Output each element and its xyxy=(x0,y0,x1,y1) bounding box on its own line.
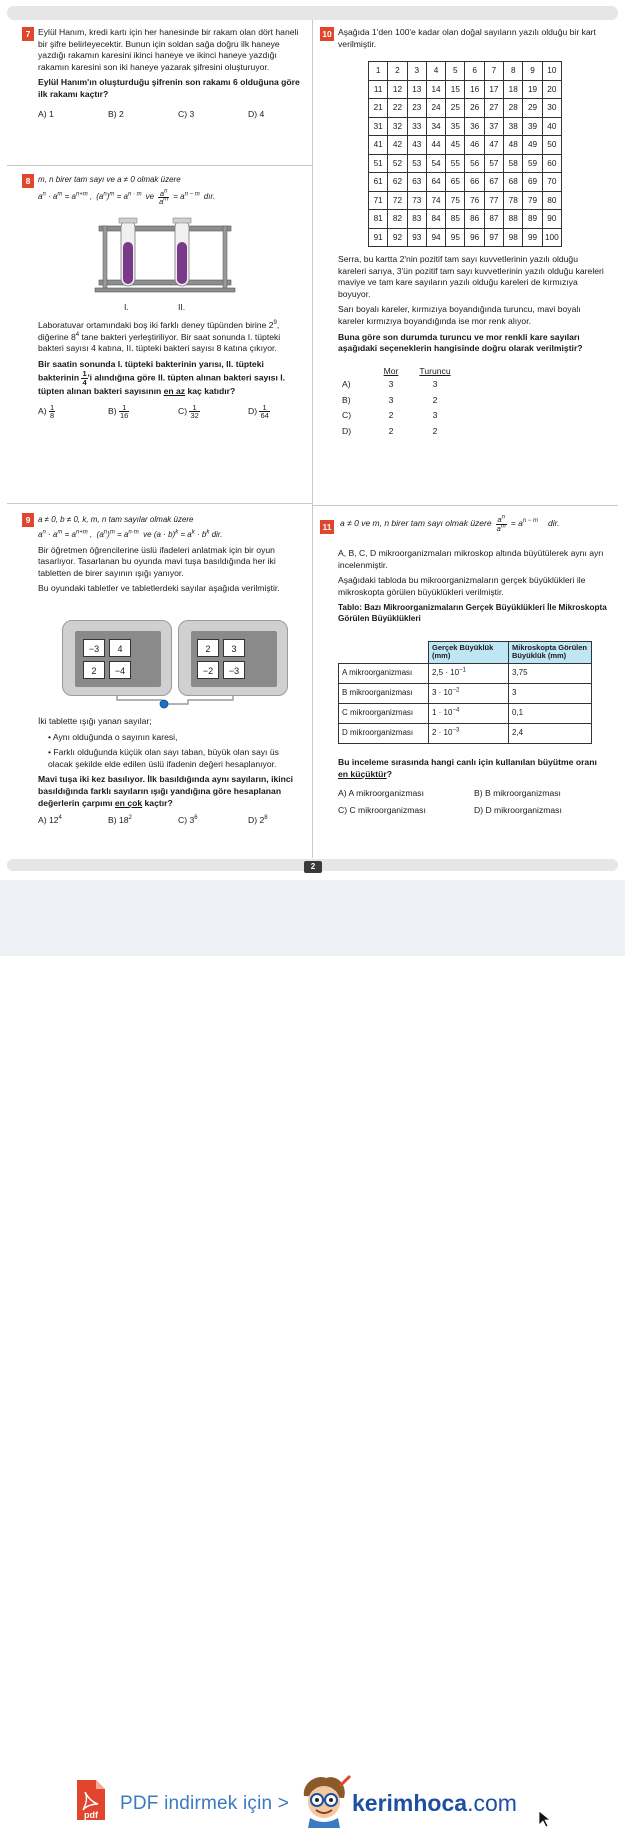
blue-button[interactable] xyxy=(160,700,168,708)
number-card-cell: 92 xyxy=(388,228,407,247)
tablet-1 xyxy=(62,620,172,696)
tube-label-1: I. xyxy=(124,302,129,312)
q8-body xyxy=(38,320,302,420)
number-card-cell: 74 xyxy=(426,191,445,210)
number-card-cell: 25 xyxy=(446,99,465,118)
number-card-cell: 96 xyxy=(465,228,484,247)
q8-options xyxy=(38,404,302,420)
number-card-row xyxy=(369,62,562,81)
number-card-cell: 24 xyxy=(426,99,445,118)
number-card-cell: 23 xyxy=(407,99,426,118)
question-9 xyxy=(38,515,302,599)
number-card-cell: 95 xyxy=(446,228,465,247)
download-text[interactable]: PDF indirmek için > xyxy=(120,1793,290,1814)
test-tube-rack-illustration xyxy=(95,218,235,310)
number-card-cell: 22 xyxy=(388,99,407,118)
tablet-1-cell: 4 xyxy=(109,639,131,657)
number-card-cell: 12 xyxy=(388,80,407,99)
column-divider xyxy=(312,20,313,858)
q11-question: Bu inceleme sırasında hangi canlı için kullanılan büyütme oranı en küçüktür? xyxy=(338,757,597,779)
number-card-cell: 27 xyxy=(484,99,503,118)
number-card-cell: 39 xyxy=(523,117,542,136)
option-c[interactable]: C) 2 3 xyxy=(342,410,438,420)
number-card-cell: 21 xyxy=(369,99,388,118)
number-card-cell: 35 xyxy=(446,117,465,136)
number-card-cell: 7 xyxy=(484,62,503,81)
number-card-cell: 94 xyxy=(426,228,445,247)
formula-quotient: $\frac{a^n}{a^m}$ xyxy=(159,188,169,207)
q11-condition: a ≠ 0 ve m, n birer tam sayı olmak üzere $\frac{a^n}{a^m}$ = $a^{n - m}$ dir. xyxy=(340,514,560,533)
number-card-cell: 99 xyxy=(523,228,542,247)
number-card-cell: 6 xyxy=(465,62,484,81)
number-card-cell: 40 xyxy=(542,117,561,136)
option-d[interactable]: D) D mikroorganizması xyxy=(474,804,562,815)
svg-text:pdf: pdf xyxy=(84,1810,98,1820)
option-c[interactable]: C) 3 xyxy=(178,108,195,119)
question-8 xyxy=(38,175,302,210)
exam-page xyxy=(0,0,625,880)
tablet-1-cell: −4 xyxy=(109,661,131,679)
number-card-cell: 59 xyxy=(523,154,542,173)
q10-options xyxy=(342,366,482,441)
number-card-cell: 90 xyxy=(542,210,561,229)
option-b[interactable]: B) 3 2 xyxy=(342,394,438,405)
tablet-2-cell: −3 xyxy=(223,661,245,679)
number-card-cell: 11 xyxy=(369,80,388,99)
number-card-cell: 82 xyxy=(388,210,407,229)
number-card-cell: 88 xyxy=(504,210,523,229)
number-card-cell: 67 xyxy=(484,173,503,192)
cursor-arrow-icon xyxy=(538,1810,552,1828)
number-card-row xyxy=(369,173,562,192)
question-number: 11 xyxy=(320,520,334,534)
number-card-cell: 32 xyxy=(388,117,407,136)
col-turuncu: Turuncu xyxy=(419,366,451,376)
number-card-cell: 48 xyxy=(504,136,523,155)
question-number: 10 xyxy=(320,27,334,41)
number-card-cell: 18 xyxy=(504,80,523,99)
option-b[interactable]: B) $18^2$ xyxy=(108,815,132,826)
option-c[interactable]: C) C mikroorganizması xyxy=(338,804,426,815)
option-a[interactable]: A) 1 xyxy=(38,108,54,119)
number-card-cell: 17 xyxy=(484,80,503,99)
number-card-cell: 9 xyxy=(523,62,542,81)
number-card-cell: 34 xyxy=(426,117,445,136)
number-card-cell: 60 xyxy=(542,154,561,173)
number-card-cell: 54 xyxy=(426,154,445,173)
number-card-cell: 57 xyxy=(484,154,503,173)
number-card-cell: 71 xyxy=(369,191,388,210)
q10-text: Aşağıda 1'den 100'e kadar olan doğal sayıların yazılı olduğu bir kart verilmiştir. xyxy=(338,27,596,49)
q8-text: Laboratuvar ortamındaki boş iki farklı deney tüpünden birine $2^9$, diğerine $8^4$ tane bakteri yerleştiriliyor. Bir saat sonunda I. tüpteki bakteri sayısı 4 katına, II. tüpteki bakteri sayısı 8 katına çıkıyor. xyxy=(38,320,281,354)
number-card-cell: 4 xyxy=(426,62,445,81)
option-d[interactable]: D) $\frac{1}{64}$ xyxy=(248,402,269,421)
q11-p2: Aşağıdaki tabloda bu mikroorganizmaların gerçek büyüklükleri ile mikroskopta görülen büyüklükleri verilmiştir. xyxy=(338,575,586,597)
tablet-2-cell: 3 xyxy=(223,639,245,657)
option-c[interactable]: C) $\frac{1}{32}$ xyxy=(178,402,199,421)
row-divider-left-1 xyxy=(7,165,312,166)
q9-bullet-2: • Farklı olduğunda küçük olan sayı taban, büyük olan sayı üs olacak şekilde elde edilen üslü ifadenin değeri hesaplanıyor. xyxy=(48,747,279,769)
number-card-cell: 62 xyxy=(388,173,407,192)
number-card-cell: 19 xyxy=(523,80,542,99)
number-card-cell: 65 xyxy=(446,173,465,192)
number-card-cell: 91 xyxy=(369,228,388,247)
number-card-cell: 86 xyxy=(465,210,484,229)
number-card-cell: 69 xyxy=(523,173,542,192)
q9-bullet-1: • Aynı olduğunda o sayının karesi, xyxy=(48,731,178,742)
number-card-cell: 80 xyxy=(542,191,561,210)
number-card-cell: 53 xyxy=(407,154,426,173)
microorganism-table xyxy=(338,641,592,744)
number-card-cell: 100 xyxy=(542,228,561,247)
formula-dir: dır. xyxy=(203,192,216,202)
option-c[interactable]: C) $3^6$ xyxy=(178,815,198,826)
number-card-cell: 44 xyxy=(426,136,445,155)
number-card-row xyxy=(369,117,562,136)
number-card-cell: 97 xyxy=(484,228,503,247)
q9-intro: İki tablette ışığı yanan sayılar; xyxy=(38,716,152,726)
number-card-row xyxy=(369,154,562,173)
col-mor: Mor xyxy=(383,366,399,376)
option-d[interactable]: D) 2 2 xyxy=(342,425,438,436)
formula-power: $(a^n)^m = a^{n \cdot m}$ xyxy=(96,191,142,202)
option-d[interactable]: D) $2^8$ xyxy=(248,815,268,826)
number-card-cell: 46 xyxy=(465,136,484,155)
number-card-row xyxy=(369,136,562,155)
number-card-cell: 47 xyxy=(484,136,503,155)
q11-body xyxy=(338,548,608,629)
number-card-row xyxy=(369,228,562,247)
number-card-cell: 49 xyxy=(523,136,542,155)
q8-question: Bir saatin sonunda I. tüpteki bakterinin yarısı, II. tüpteki bakterinin $\frac{1}{4}$ 'i alındığına göre II. tüpten alınan bakteri sayısı I. tüpten alınan bakteri sayısının en az kaç katıdır? xyxy=(38,358,285,397)
tablet-2 xyxy=(178,620,288,696)
q11-options xyxy=(338,788,608,816)
option-b[interactable]: B) $\frac{1}{16}$ xyxy=(108,402,129,421)
option-b[interactable]: B) B mikroorganizması xyxy=(474,788,561,799)
question-number: 7 xyxy=(22,27,34,41)
tablet-2-cell: −2 xyxy=(197,661,219,679)
table-row: D mikroorganizması $2 \cdot 10^{-3}$ 2,4 xyxy=(339,723,592,743)
table-row: B mikroorganizması $3 \cdot 10^{-2}$ 3 xyxy=(339,683,592,703)
download-banner[interactable] xyxy=(0,880,625,1820)
row-divider-left-2 xyxy=(7,503,312,504)
number-card-cell: 64 xyxy=(426,173,445,192)
number-card-cell: 55 xyxy=(446,154,465,173)
number-card-table xyxy=(368,61,562,247)
top-bar xyxy=(7,6,618,20)
number-card-cell: 68 xyxy=(504,173,523,192)
q9-text1: Bir öğretmen öğrencilerine üslü ifadeleri anlatmak için bir oyun tasarlıyor. Tasarlanan bu oyunda mavi tuşa basıldığında her iki tabletten de birer sayının ışığı yanıyor. xyxy=(38,544,276,578)
col-seen-size: Mikroskopta Görülen Büyüklük (mm) xyxy=(509,642,592,664)
row-divider-right xyxy=(313,505,618,506)
number-card-cell: 28 xyxy=(504,99,523,118)
number-card-cell: 1 xyxy=(369,62,388,81)
option-a[interactable]: A) $\frac{1}{8}$ xyxy=(38,402,55,421)
number-card-row xyxy=(369,80,562,99)
number-card-cell: 58 xyxy=(504,154,523,173)
number-card-cell: 75 xyxy=(446,191,465,210)
number-card-cell: 83 xyxy=(407,210,426,229)
number-card-cell: 8 xyxy=(504,62,523,81)
q9-condition: a ≠ 0, b ≠ 0, k, m, n tam sayılar olmak üzere xyxy=(38,515,194,524)
number-card-row xyxy=(369,191,562,210)
number-card-cell: 45 xyxy=(446,136,465,155)
option-a[interactable]: A) $12^4$ xyxy=(38,815,62,826)
number-card-cell: 73 xyxy=(407,191,426,210)
number-card-cell: 85 xyxy=(446,210,465,229)
number-card-cell: 10 xyxy=(542,62,561,81)
q9-options xyxy=(38,815,302,827)
q10-body xyxy=(338,254,608,359)
tablet-2-cell: 2 xyxy=(197,639,219,657)
tablet-1-cell: −3 xyxy=(83,639,105,657)
number-card-cell: 3 xyxy=(407,62,426,81)
number-card-cell: 76 xyxy=(465,191,484,210)
number-card-cell: 89 xyxy=(523,210,542,229)
q11-question-block xyxy=(338,757,608,816)
number-card-cell: 63 xyxy=(407,173,426,192)
option-a[interactable]: A) A mikroorganizması xyxy=(338,788,424,799)
number-card-row xyxy=(369,99,562,118)
number-card-row xyxy=(369,210,562,229)
mascot-avatar-icon xyxy=(296,1774,352,1828)
number-card-cell: 29 xyxy=(523,99,542,118)
number-card-cell: 16 xyxy=(465,80,484,99)
number-card-cell: 79 xyxy=(523,191,542,210)
number-card-cell: 37 xyxy=(484,117,503,136)
number-card-cell: 84 xyxy=(426,210,445,229)
pdf-file-icon[interactable] xyxy=(74,1778,108,1822)
number-card-cell: 93 xyxy=(407,228,426,247)
q9-formulas: $a^n \cdot a^m = a^{n+m}$ , $(a^n)^m = a^{n\cdot m}$ ve $(a \cdot b)^k = a^k \cdot b^k$ dir. xyxy=(38,529,223,539)
q7-text: Eylül Hanım, kredi kartı için her hanesinde bir rakam olan dört haneli bir şifre belirleyecektir. Bunun için soldan sağa doğru ilk haneye yazdığı rakamın karesini ikinci haneye ve ikinci haneye yazdığı rakamın karesini son iki haneye yazarak şifresini oluşturuyor. xyxy=(38,27,299,72)
q7-question: Eylül Hanım'ın oluşturduğu şifrenin son rakamı 6 olduğuna göre ilk rakamı kaçtır? xyxy=(38,77,300,99)
question-number: 8 xyxy=(22,174,34,188)
number-card-cell: 5 xyxy=(446,62,465,81)
number-card-cell: 56 xyxy=(465,154,484,173)
formula-quotient-result: = $a^{n - m}$ xyxy=(173,191,200,202)
number-card-cell: 26 xyxy=(465,99,484,118)
number-card-cell: 15 xyxy=(446,80,465,99)
number-card-cell: 78 xyxy=(504,191,523,210)
number-card-cell: 33 xyxy=(407,117,426,136)
number-card-cell: 38 xyxy=(504,117,523,136)
number-card-cell: 98 xyxy=(504,228,523,247)
table-row: C mikroorganizması $1 \cdot 10^{-4}$ 0,1 xyxy=(339,703,592,723)
number-card-cell: 70 xyxy=(542,173,561,192)
formula-ve: ve xyxy=(145,192,155,202)
q11-p1: A, B, C, D mikroorganizmaları mikroskop altında büyütülerek aynı ayrı incelenmiştir. xyxy=(338,548,604,570)
q10-p1: Serra, bu kartta 2'nin pozitif tam sayı kuvvetlerinin yazılı olduğu kareleri sarıya, 3'ün pozitif tam sayı kuvvetlerinin yazılı olduğu kareleri maviye ve tam kare sayıların yazılı olduğu kareleri de kırmızıya boyuyor. xyxy=(338,254,604,299)
number-card-cell: 81 xyxy=(369,210,388,229)
number-card-cell: 13 xyxy=(407,80,426,99)
question-7 xyxy=(38,27,302,120)
q7-options xyxy=(38,109,302,121)
number-card-cell: 14 xyxy=(426,80,445,99)
number-card-cell: 43 xyxy=(407,136,426,155)
option-b[interactable]: B) 2 xyxy=(108,108,124,119)
number-card-cell: 87 xyxy=(484,210,503,229)
number-card-cell: 72 xyxy=(388,191,407,210)
number-card-cell: 30 xyxy=(542,99,561,118)
col-real-size: Gerçek Büyüklük (mm) xyxy=(429,642,509,664)
q10-p2: Sarı boyalı kareler, kırmızıya boyandığında turuncu, mavi boyalı kareler kırmızıya boyandığında ise mor renk alıyor. xyxy=(338,304,581,326)
number-card-cell: 66 xyxy=(465,173,484,192)
q10-question: Buna göre son durumda turuncu ve mor renkli kare sayıları aşağıdaki seçeneklerin hangisinde doğru olarak verilmiştir? xyxy=(338,331,583,354)
tablet-connector xyxy=(62,696,288,710)
number-card-cell: 36 xyxy=(465,117,484,136)
page-number: 2 xyxy=(304,861,322,873)
tube-label-2: II. xyxy=(178,302,186,312)
table-row: A mikroorganizması $2,5 \cdot 10^{-1}$ 3,75 xyxy=(339,663,592,683)
formula-product: $a^n \cdot a^m = a^{n+m}$ , xyxy=(38,191,93,202)
q9-text2: Bu oyundaki tabletler ve tabletlerdeki sayılar aşağıda verilmiştir. xyxy=(38,583,280,594)
number-card-cell: 61 xyxy=(369,173,388,192)
option-a[interactable]: A) 3 3 xyxy=(342,379,438,389)
number-card-cell: 42 xyxy=(388,136,407,155)
number-card-cell: 77 xyxy=(484,191,503,210)
option-d[interactable]: D) 4 xyxy=(248,108,265,119)
number-card-cell: 50 xyxy=(542,136,561,155)
q8-condition: m, n birer tam sayı ve a ≠ 0 olmak üzere xyxy=(38,175,181,184)
number-card-cell: 51 xyxy=(369,154,388,173)
number-card-cell: 41 xyxy=(369,136,388,155)
number-card-cell: 52 xyxy=(388,154,407,173)
question-10 xyxy=(338,27,608,54)
question-number: 9 xyxy=(22,513,34,527)
q9-question: Mavi tuşa iki kez basılıyor. İlk basıldığında aynı sayıların, ikinci basıldığında farklı sayıların ışığı yandığına göre hesaplanan değerlerin çarpımı en çok kaçtır? xyxy=(38,774,294,808)
number-card-cell: 31 xyxy=(369,117,388,136)
number-card-cell: 2 xyxy=(388,62,407,81)
tablet-1-cell: 2 xyxy=(83,661,105,679)
q8-formulas xyxy=(38,190,302,206)
number-card-cell: 20 xyxy=(542,80,561,99)
q11-table-title: Tablo: Bazı Mikroorganizmaların Gerçek Büyüklükleri İle Mikroskopta Görülen Büyüklükleri xyxy=(338,603,607,624)
q9-body xyxy=(38,716,302,827)
brand-logo[interactable]: kerimhoca.com xyxy=(352,1790,517,1816)
